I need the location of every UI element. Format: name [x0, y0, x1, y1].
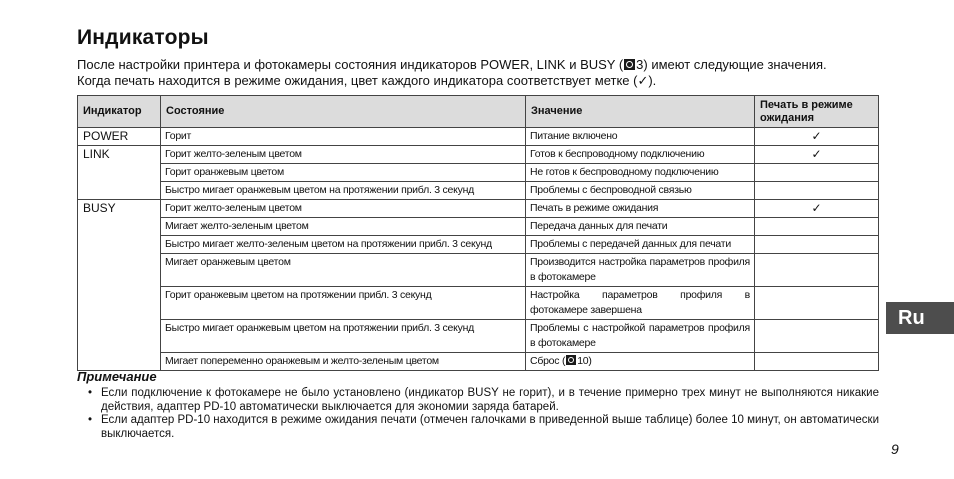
- meaning-cell: [526, 353, 755, 371]
- meaning-cell: Передача данных для печати: [526, 218, 755, 236]
- standby-check: [755, 254, 879, 287]
- header-meaning: Значение: [526, 96, 755, 128]
- standby-check: ✓: [755, 200, 879, 218]
- book-reference-icon: [566, 355, 576, 365]
- header-standby: Печать в режиме ожидания: [755, 96, 879, 128]
- state-cell: Горит желто-зеленым цветом: [161, 200, 526, 218]
- note-heading: Примечание: [77, 369, 157, 384]
- standby-check: ✓: [755, 128, 879, 146]
- standby-check: [755, 236, 879, 254]
- page-title: Индикаторы: [77, 26, 209, 49]
- standby-check: [755, 164, 879, 182]
- state-cell: Горит желто-зеленым цветом: [161, 146, 526, 164]
- table-row: [78, 287, 879, 320]
- intro-text-line2: Когда печать находится в режиме ожидания, цвет каждого индикатора соответствует метке (✓).: [77, 73, 657, 88]
- page-number: 9: [891, 441, 899, 457]
- meaning-cell: Проблемы с беспроводной связью: [526, 182, 755, 200]
- meaning-cell: Не готов к беспроводному подключению: [526, 164, 755, 182]
- table-row: [78, 146, 879, 164]
- table-row: [78, 236, 879, 254]
- meaning-cell: Настройка параметров профиля в фотокамере завершена: [526, 287, 755, 320]
- table-row: [78, 218, 879, 236]
- intro-text-after-icon: 3) имеют следующие значения.: [636, 57, 827, 72]
- meaning-text-before-icon: Сброс (: [530, 355, 566, 367]
- standby-check: [755, 320, 879, 353]
- meaning-cell: Проблемы с настройкой параметров профиля в фотокамере: [526, 320, 755, 353]
- meaning-cell: Печать в режиме ожидания: [526, 200, 755, 218]
- table-row: [78, 200, 879, 218]
- header-indicator: Индикатор: [78, 96, 161, 128]
- note-item: • Если адаптер PD-10 находится в режиме ожидания печати (отмечен галочками в приведенной выше таблице) более 10 минут, он автоматически выключается.: [77, 414, 879, 441]
- state-cell: Быстро мигает оранжевым цветом на протяжении прибл. 3 секунд: [161, 320, 526, 353]
- state-cell: Горит оранжевым цветом: [161, 164, 526, 182]
- state-cell: Быстро мигает оранжевым цветом на протяжении прибл. 3 секунд: [161, 182, 526, 200]
- state-cell: Мигает желто-зеленым цветом: [161, 218, 526, 236]
- standby-check: ✓: [755, 146, 879, 164]
- meaning-text-after-icon: 10): [577, 355, 592, 367]
- meaning-cell: Производится настройка параметров профиля в фотокамере: [526, 254, 755, 287]
- note-list: [77, 387, 879, 441]
- intro-paragraph: [77, 57, 883, 89]
- table-row: [78, 320, 879, 353]
- standby-check: [755, 182, 879, 200]
- standby-check: [755, 353, 879, 371]
- state-cell: Мигает попеременно оранжевым и желто-зеленым цветом: [161, 353, 526, 371]
- indicator-link: LINK: [78, 146, 161, 200]
- standby-check: [755, 287, 879, 320]
- table-row: [78, 128, 879, 146]
- meaning-cell: Питание включено: [526, 128, 755, 146]
- indicator-busy: BUSY: [78, 200, 161, 371]
- language-tab: Ru: [886, 302, 954, 334]
- state-cell: Быстро мигает желто-зеленым цветом на протяжении прибл. 3 секунд: [161, 236, 526, 254]
- indicator-table: [77, 95, 879, 371]
- table-row: [78, 353, 879, 371]
- table-row: [78, 254, 879, 287]
- meaning-cell: Проблемы с передачей данных для печати: [526, 236, 755, 254]
- meaning-cell: Готов к беспроводному подключению: [526, 146, 755, 164]
- book-reference-icon: [624, 59, 635, 70]
- standby-check: [755, 218, 879, 236]
- state-cell: Горит оранжевым цветом на протяжении прибл. 3 секунд: [161, 287, 526, 320]
- table-header-row: [78, 96, 879, 128]
- indicator-power: POWER: [78, 128, 161, 146]
- header-state: Состояние: [161, 96, 526, 128]
- state-cell: Горит: [161, 128, 526, 146]
- note-item: • Если подключение к фотокамере не было установлено (индикатор BUSY не горит), и в течение примерно трех минут не выполняются никакие действия, адаптер PD-10 автоматически выключается для экономии заряда батарей.: [77, 387, 879, 414]
- table-row: [78, 182, 879, 200]
- intro-text-before-icon: После настройки принтера и фотокамеры состояния индикаторов POWER, LINK и BUSY (: [77, 57, 624, 72]
- state-cell: Мигает оранжевым цветом: [161, 254, 526, 287]
- table-row: [78, 164, 879, 182]
